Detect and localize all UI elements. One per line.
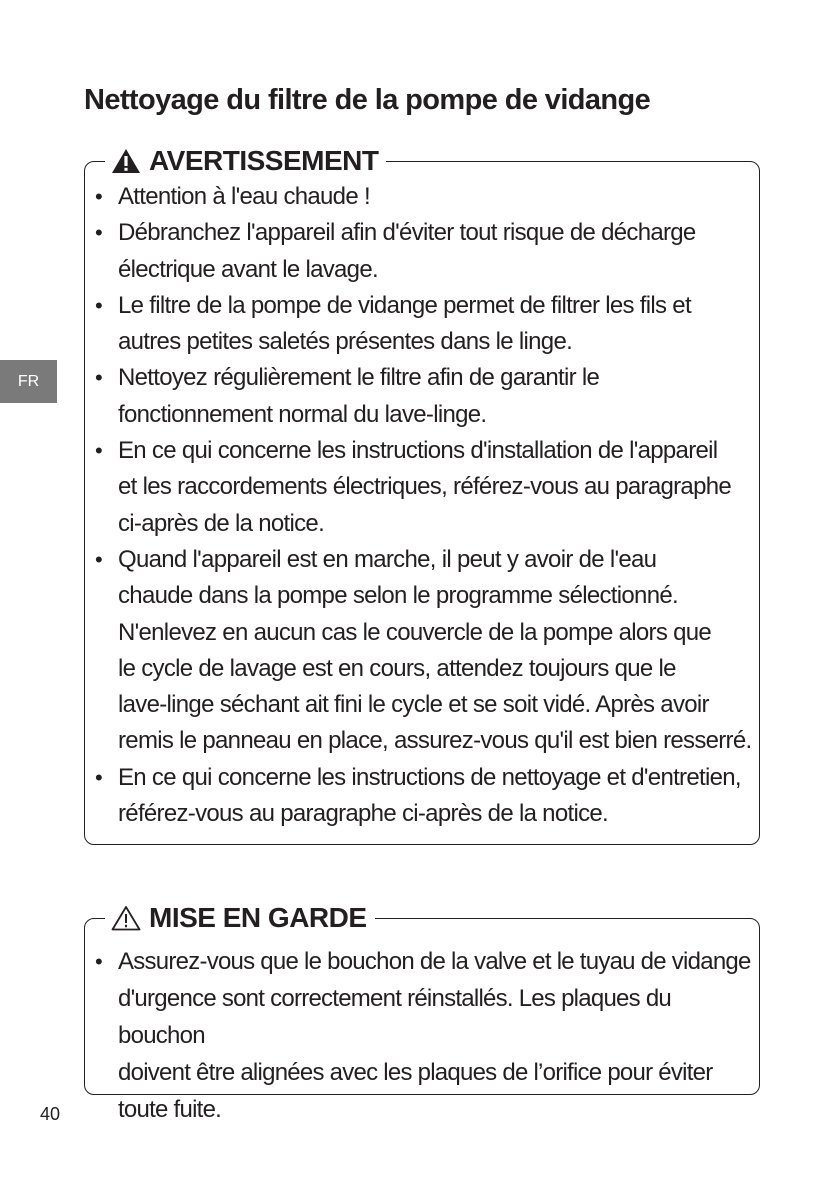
warning-box bbox=[84, 145, 760, 845]
bullet: • bbox=[95, 292, 103, 318]
list-item bbox=[85, 943, 759, 1128]
list-item bbox=[85, 215, 759, 288]
warning-header bbox=[105, 143, 386, 179]
page-title: Nettoyage du filtre de la pompe de vidange bbox=[84, 84, 651, 116]
warning-triangle-outline-icon bbox=[111, 905, 141, 931]
bullet: • bbox=[95, 220, 103, 246]
caution-list bbox=[85, 943, 759, 1128]
item-text: En ce qui concerne les instructions de nettoyage et d'entretien, référez-vous au paragraphe ci-après de la notice. bbox=[118, 763, 741, 828]
item-text: Le filtre de la pompe de vidange permet de filtrer les fils et autres petites saletés présentes dans le linge. bbox=[118, 291, 691, 356]
caution-heading: MISE EN GARDE bbox=[149, 902, 367, 933]
item-text: Assurez-vous que le bouchon de la valve et le tuyau de vidange d'urgence sont correctement réinstallés. Les plaques du bouchon doivent être alignées avec les plaques de l’orifice pour éviter toute fuite. bbox=[118, 948, 751, 1123]
item-text: Nettoyez régulièrement le filtre afin de garantir le fonctionnement normal du lave-linge. bbox=[118, 364, 600, 428]
page-number: 40 bbox=[40, 1104, 61, 1124]
list-item bbox=[85, 360, 759, 433]
list-item bbox=[85, 433, 759, 542]
item-text: Attention à l'eau chaude ! bbox=[118, 183, 370, 210]
language-tab: FR bbox=[0, 360, 57, 403]
list-item bbox=[85, 760, 759, 833]
warning-triangle-filled-icon bbox=[111, 148, 141, 174]
list-item bbox=[85, 288, 759, 361]
bullet: • bbox=[95, 764, 103, 790]
bullet: • bbox=[95, 184, 103, 209]
item-text: Quand l'appareil est en marche, il peut y avoir de l'eau chaude dans la pompe selon le programme sélectionné. N'enlevez en aucun cas le couvercle de la pompe alors que le cycle de lavage est en cours, attendez toujours que le lave-linge séchant ait fini le cycle et se soit vidé. Après avoir remis le panneau en place, assurez-vous qu'il est bien resserré. bbox=[118, 545, 752, 755]
caution-header bbox=[105, 900, 375, 936]
caution-box bbox=[84, 902, 760, 1123]
bullet: • bbox=[95, 949, 102, 974]
item-text: Débranchez l'appareil afin d'éviter tout risque de décharge électrique avant le lavage. bbox=[118, 219, 696, 283]
warning-heading: AVERTISSEMENT bbox=[149, 145, 379, 176]
list-item bbox=[85, 542, 759, 760]
item-text: En ce qui concerne les instructions d'installation de l'appareil et les raccordements électriques, référez-vous au paragraphe ci-après de la notice. bbox=[118, 437, 732, 537]
warning-list bbox=[85, 179, 759, 832]
list-item bbox=[85, 179, 759, 215]
bullet: • bbox=[95, 365, 103, 391]
bullet: • bbox=[95, 438, 103, 464]
bullet: • bbox=[95, 546, 103, 572]
